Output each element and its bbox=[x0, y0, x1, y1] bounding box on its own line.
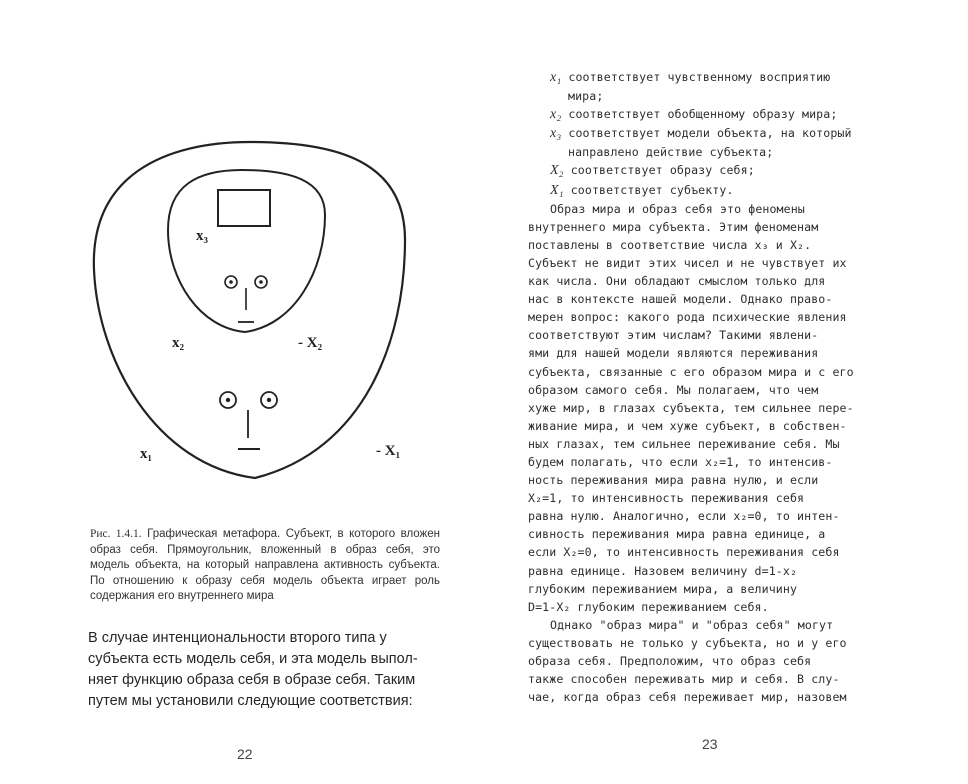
text-line bbox=[528, 200, 906, 218]
line-text: Однако "образ мира" и "образ себя" могут bbox=[550, 617, 834, 632]
figure-graphic-metaphor bbox=[80, 120, 420, 500]
page-number-left: 22 bbox=[237, 746, 253, 762]
line-text: сивность переживания мира равна единице, а bbox=[528, 527, 826, 542]
symbol: X₁ bbox=[550, 182, 564, 198]
page-number-right: 23 bbox=[702, 736, 718, 752]
line-text: существовать не только у субъекта, но и у его bbox=[528, 635, 847, 650]
symbol: x₁ bbox=[550, 70, 562, 85]
outer-subject-shape bbox=[94, 142, 405, 478]
text-line bbox=[528, 363, 906, 381]
line-text: субъекта, связанные с его образом мира и с его bbox=[528, 364, 854, 379]
right-page-text bbox=[528, 68, 906, 706]
line-text: ность переживания мира равна нулю, и если bbox=[528, 473, 819, 488]
text-line bbox=[528, 254, 906, 272]
text-line bbox=[528, 598, 906, 616]
symbol: x₃ bbox=[550, 126, 562, 142]
text-line bbox=[528, 525, 906, 543]
text-line bbox=[528, 218, 906, 236]
line-text: образом самого себя. Мы полагаем, что чем bbox=[528, 382, 819, 397]
body-line: няет функцию образа себя в образе себя. Таким bbox=[88, 672, 416, 688]
line-text: поставлены в соответствие числа x₃ и X₂. bbox=[528, 237, 812, 252]
line-text: Образ мира и образ себя это феномены bbox=[550, 201, 805, 216]
label-x2: x₂ bbox=[172, 335, 184, 351]
text-line bbox=[528, 124, 906, 143]
text-line bbox=[528, 236, 906, 254]
line-text: соответствуют этим числам? Такими явлени- bbox=[528, 328, 819, 343]
body-line: субъекта есть модель себя, и эта модель выпол- bbox=[88, 651, 418, 667]
figure-diagram bbox=[80, 120, 420, 500]
line-text: если X₂=0, то интенсивность переживания себя bbox=[528, 545, 840, 560]
text-line bbox=[528, 326, 906, 344]
body-line: путем мы установили следующие соответствия: bbox=[88, 693, 413, 709]
text-line bbox=[528, 652, 906, 670]
line-text: нас в контексте нашей модели. Однако право- bbox=[528, 292, 833, 307]
text-line bbox=[528, 290, 906, 308]
line-text: направлено действие субъекта; bbox=[568, 145, 774, 160]
label-big-X2: - X₂ bbox=[298, 335, 323, 351]
symbol: X₂ bbox=[550, 163, 564, 179]
line-text: ных глазах, тем сильнее переживание себя. Мы bbox=[528, 436, 840, 451]
line-text: Субъект не видит этих чисел и не чувствует их bbox=[528, 255, 847, 270]
figure-caption bbox=[90, 527, 440, 605]
line-text: живание мира, и чем хуже субъект, в собствен- bbox=[528, 418, 847, 433]
caption-label: Рис. 1.4.1. bbox=[90, 528, 142, 540]
text-line bbox=[528, 688, 906, 706]
text-line bbox=[528, 87, 906, 105]
label-x1: x₁ bbox=[140, 446, 152, 462]
text-line bbox=[528, 471, 906, 489]
text-line bbox=[528, 308, 906, 326]
line-text: чае, когда образ себя переживает мир, назовем bbox=[528, 690, 847, 705]
text-line bbox=[528, 381, 906, 399]
text-line bbox=[528, 453, 906, 471]
line-text: равна нулю. Аналогично, если x₂=0, то интен- bbox=[528, 509, 840, 524]
text-line bbox=[528, 634, 906, 652]
line-text: образа себя. Предположим, что образ себя bbox=[528, 654, 812, 668]
caption-text: Графическая метафора. Субъект, в которого вложен образ себя. Прямоугольник, вложенный в образ себя, это модель объекта, на который направлена активность субъекта. По отношению к образу себя модель объекта играет роль содержания его внутреннего мира bbox=[90, 528, 441, 602]
text-line bbox=[528, 143, 906, 161]
body-line: В случае интенциональности второго типа у bbox=[88, 630, 387, 646]
text-line bbox=[528, 580, 906, 598]
line-text: хуже мир, в глазах субъекта, тем сильнее пере- bbox=[528, 400, 854, 415]
label-x3: x₃ bbox=[196, 228, 208, 244]
text-line bbox=[528, 181, 906, 200]
line-text: внутреннего мира субъекта. Этим феноменам bbox=[528, 219, 819, 234]
line-text: соответствует чувственному восприятию bbox=[561, 70, 831, 84]
text-line bbox=[528, 399, 906, 417]
line-text: соответствует субъекту. bbox=[563, 182, 734, 197]
text-line bbox=[528, 344, 906, 362]
symbol: x₂ bbox=[550, 107, 562, 123]
object-model-rectangle bbox=[218, 190, 270, 226]
text-line bbox=[528, 489, 906, 507]
text-line bbox=[528, 161, 906, 180]
left-body-text bbox=[88, 628, 438, 712]
line-text: также способен переживать мир и себя. В слу- bbox=[528, 672, 840, 687]
line-text: равна единице. Назовем величину d=1-x₂ bbox=[528, 563, 798, 578]
line-text: D=1-X₂ глубоким переживанием себя. bbox=[528, 599, 769, 614]
text-line bbox=[528, 68, 906, 87]
line-text: ями для нашей модели являются переживания bbox=[528, 346, 819, 361]
text-line bbox=[528, 616, 906, 634]
text-line bbox=[528, 105, 906, 124]
line-text: X₂=1, то интенсивность переживания себя bbox=[528, 491, 805, 506]
text-line bbox=[528, 417, 906, 435]
line-text: будем полагать, что если x₂=1, то интенсив- bbox=[528, 454, 833, 469]
text-line bbox=[528, 543, 906, 561]
text-line bbox=[528, 670, 906, 688]
line-text: мира; bbox=[568, 89, 604, 104]
line-text: глубоким переживанием мира, а величину bbox=[528, 581, 798, 596]
line-text: соответствует обобщенному образу мира; bbox=[561, 107, 838, 122]
text-line bbox=[528, 435, 906, 453]
text-line bbox=[528, 562, 906, 580]
line-text: мерен вопрос: какого рода психические явления bbox=[528, 310, 847, 325]
text-line bbox=[528, 507, 906, 525]
text-line bbox=[528, 272, 906, 290]
label-big-X1: - X₁ bbox=[376, 443, 401, 459]
line-text: как числа. Они обладают смыслом только для bbox=[528, 274, 826, 289]
line-text: соответствует образу себя; bbox=[563, 163, 755, 178]
line-text: соответствует модели объекта, на который bbox=[561, 126, 852, 141]
